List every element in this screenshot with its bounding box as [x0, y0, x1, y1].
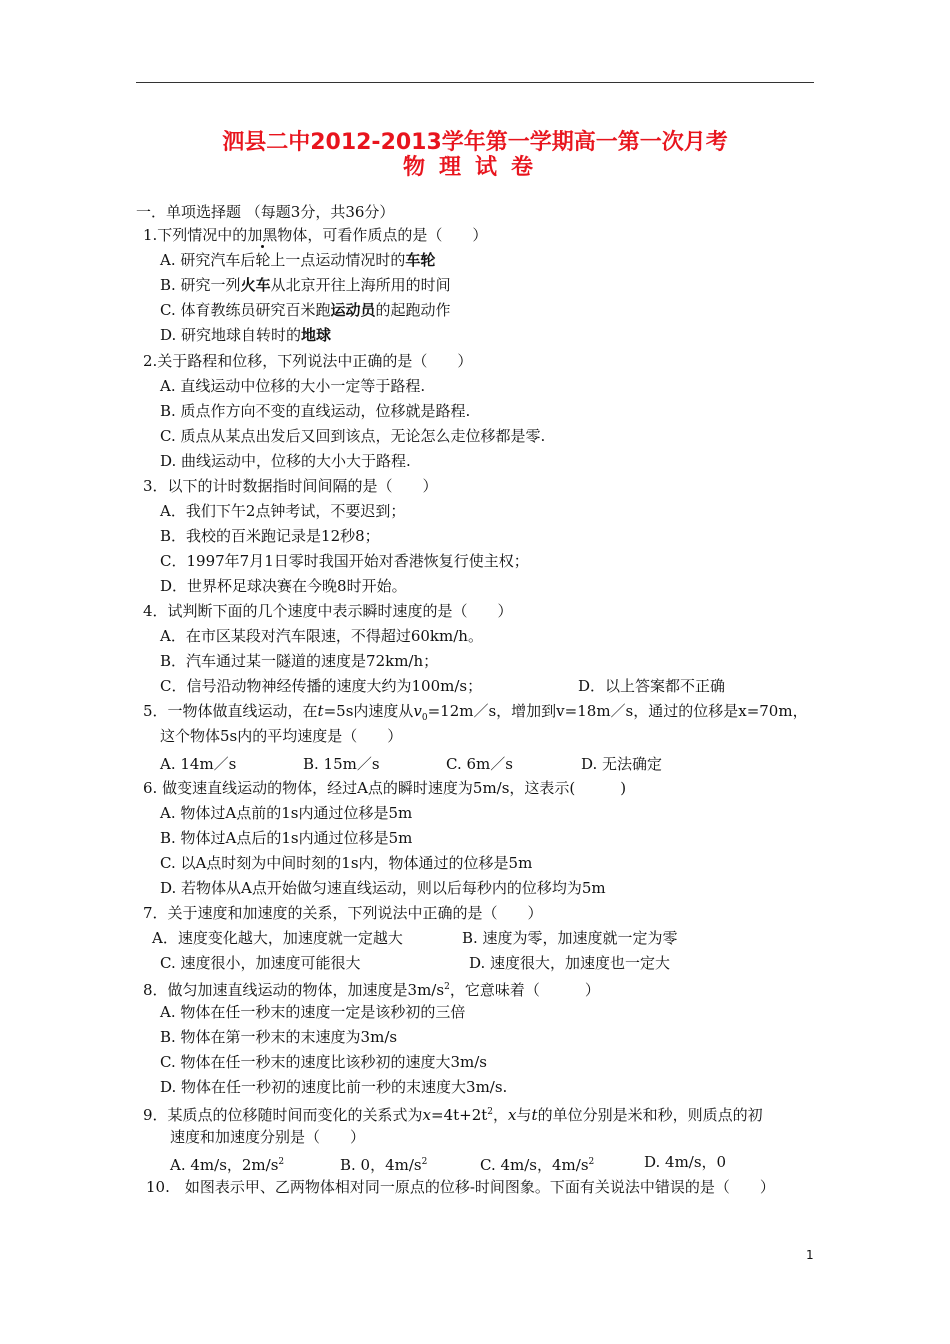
question-3-option-b: B．我校的百米跑记录是12秒8；: [160, 527, 380, 545]
question-8-stem: 8．做匀加速直线运动的物体，加速度是$3m/s^2$，它意味着（ ）: [143, 981, 600, 999]
bold-object: 运动员: [330, 301, 376, 319]
question-7-option-d: D. 速度很大，加速度也一定大: [469, 954, 671, 972]
question-1-option-b: B. 研究一列火车从北京开往上海所用的时间: [160, 276, 451, 294]
question-7-option-b: B. 速度为零，加速度就一定为零: [462, 929, 678, 947]
question-5-option-a: A. 14m／s: [160, 755, 237, 773]
emphasis-text: 加黑: [247, 226, 278, 244]
question-3-option-a: A．我们下午2点钟考试，不要迟到；: [160, 502, 406, 520]
question-1-stem: 1.下列情况中的加黑物体，可看作质点的是（ ）: [143, 226, 488, 244]
question-9-stem-line-1: 9．某质点的位移随时间而变化的关系式为$x=4t+2t^2$，x与t的单位分别是米和秒，则质点的初: [143, 1106, 763, 1124]
question-9-option-c: C. 4m/s，$4m/s^2$: [480, 1156, 595, 1174]
question-5-stem-line-2: 这个物体5s内的平均速度是（ ）: [160, 727, 403, 745]
question-3-option-d: D．世界杯足球决赛在今晚8时开始。: [160, 577, 407, 595]
question-8-option-d: D. 物体在任一秒初的速度比前一秒的末速度大3m/s.: [160, 1078, 508, 1096]
question-7-stem: 7．关于速度和加速度的关系，下列说法中正确的是（ ）: [143, 904, 543, 922]
question-6-option-d: D. 若物体从A点开始做匀速直线运动，则以后每秒内的位移均为5m: [160, 879, 606, 897]
question-2-option-b: B. 质点作方向不变的直线运动，位移就是路程.: [160, 402, 471, 420]
question-10-stem: 10. 如图表示甲、乙两物体相对同一原点的位移-时间图象。下面有关说法中错误的是（ ）: [146, 1178, 775, 1196]
bold-object: 火车: [240, 276, 271, 294]
question-6-option-b: B. 物体过A点后的1s内通过位移是5m: [160, 829, 413, 847]
question-3-stem: 3．以下的计时数据指时间间隔的是（ ）: [143, 477, 438, 495]
question-5-option-b: B. 15m／s: [303, 755, 380, 773]
bold-object: 车轮: [405, 251, 436, 269]
question-2-option-a: A. 直线运动中位移的大小一定等于路程.: [160, 377, 426, 395]
question-7-option-a: A．速度变化越大，加速度就一定越大: [152, 929, 403, 947]
question-6-option-a: A. 物体过A点前的1s内通过位移是5m: [160, 804, 413, 822]
bold-object: 地球: [301, 326, 332, 344]
question-8-option-a: A. 物体在任一秒末的速度一定是该秒初的三倍: [160, 1003, 466, 1021]
question-4-stem: 4．试判断下面的几个速度中表示瞬时速度的是（ ）: [143, 602, 513, 620]
question-5-option-c: C. 6m／s: [446, 755, 513, 773]
exam-subtitle: 物理试卷: [402, 155, 547, 180]
question-9-stem-line-2: 速度和加速度分别是（ ）: [170, 1128, 366, 1146]
question-4-option-a: A．在市区某段对汽车限速，不得超过60km/h。: [160, 627, 483, 645]
question-1-option-d: D. 研究地球自转时的地球: [160, 326, 332, 344]
question-1-option-c: C. 体育教练员研究百米跑运动员的起跑动作: [160, 301, 451, 319]
question-9-option-a: A. 4m/s，$2m/s^2$: [170, 1156, 285, 1174]
question-4-option-d: D．以上答案都不正确: [578, 677, 726, 695]
question-3-option-c: C．1997年7月1日零时我国开始对香港恢复行使主权；: [160, 552, 529, 570]
page-number: 1: [806, 1248, 814, 1262]
question-6-option-c: C. 以A点时刻为中间时刻的1s内，物体通过的位移是5m: [160, 854, 533, 872]
exam-title: 泗县二中2012-2013学年第一学期高一第一次月考: [222, 130, 728, 155]
question-4-option-b: B．汽车通过某一隧道的速度是72km/h；: [160, 652, 439, 670]
section-heading: 一．单项选择题 （每题3分，共36分）: [136, 203, 395, 221]
question-2-option-d: D. 曲线运动中，位移的大小大于路程.: [160, 452, 411, 470]
question-8-option-c: C. 物体在任一秒末的速度比该秒初的速度大3m/s: [160, 1053, 487, 1071]
question-5-option-d: D. 无法确定: [581, 755, 663, 773]
question-5-stem-line-1: 5．一物体做直线运动，在t=5s内速度从$v_0=12m/s$，增加到v=18m／s，通过的位移是x=70m，: [143, 702, 808, 723]
question-2-option-c: C. 质点从某点出发后又回到该点，无论怎么走位移都是零.: [160, 427, 546, 445]
question-8-option-b: B. 物体在第一秒末的末速度为3m/s: [160, 1028, 398, 1046]
question-9-option-b: B. 0，$4m/s^2$: [340, 1156, 428, 1174]
question-7-option-c: C. 速度很小，加速度可能很大: [160, 954, 361, 972]
question-4-option-c: C．信号沿动物神经传播的速度大约为100m/s；: [160, 677, 483, 695]
question-9-option-d: D. 4m/s，0: [644, 1153, 727, 1171]
question-6-stem: 6. 做变速直线运动的物体，经过A点的瞬时速度为5m/s，这表示( ): [143, 779, 627, 797]
question-2-stem: 2.关于路程和位移，下列说法中正确的是（ ）: [143, 352, 473, 370]
header-rule: [136, 82, 814, 83]
question-1-option-a: A. 研究汽车后轮上一点运动情况时的车轮: [160, 251, 436, 269]
